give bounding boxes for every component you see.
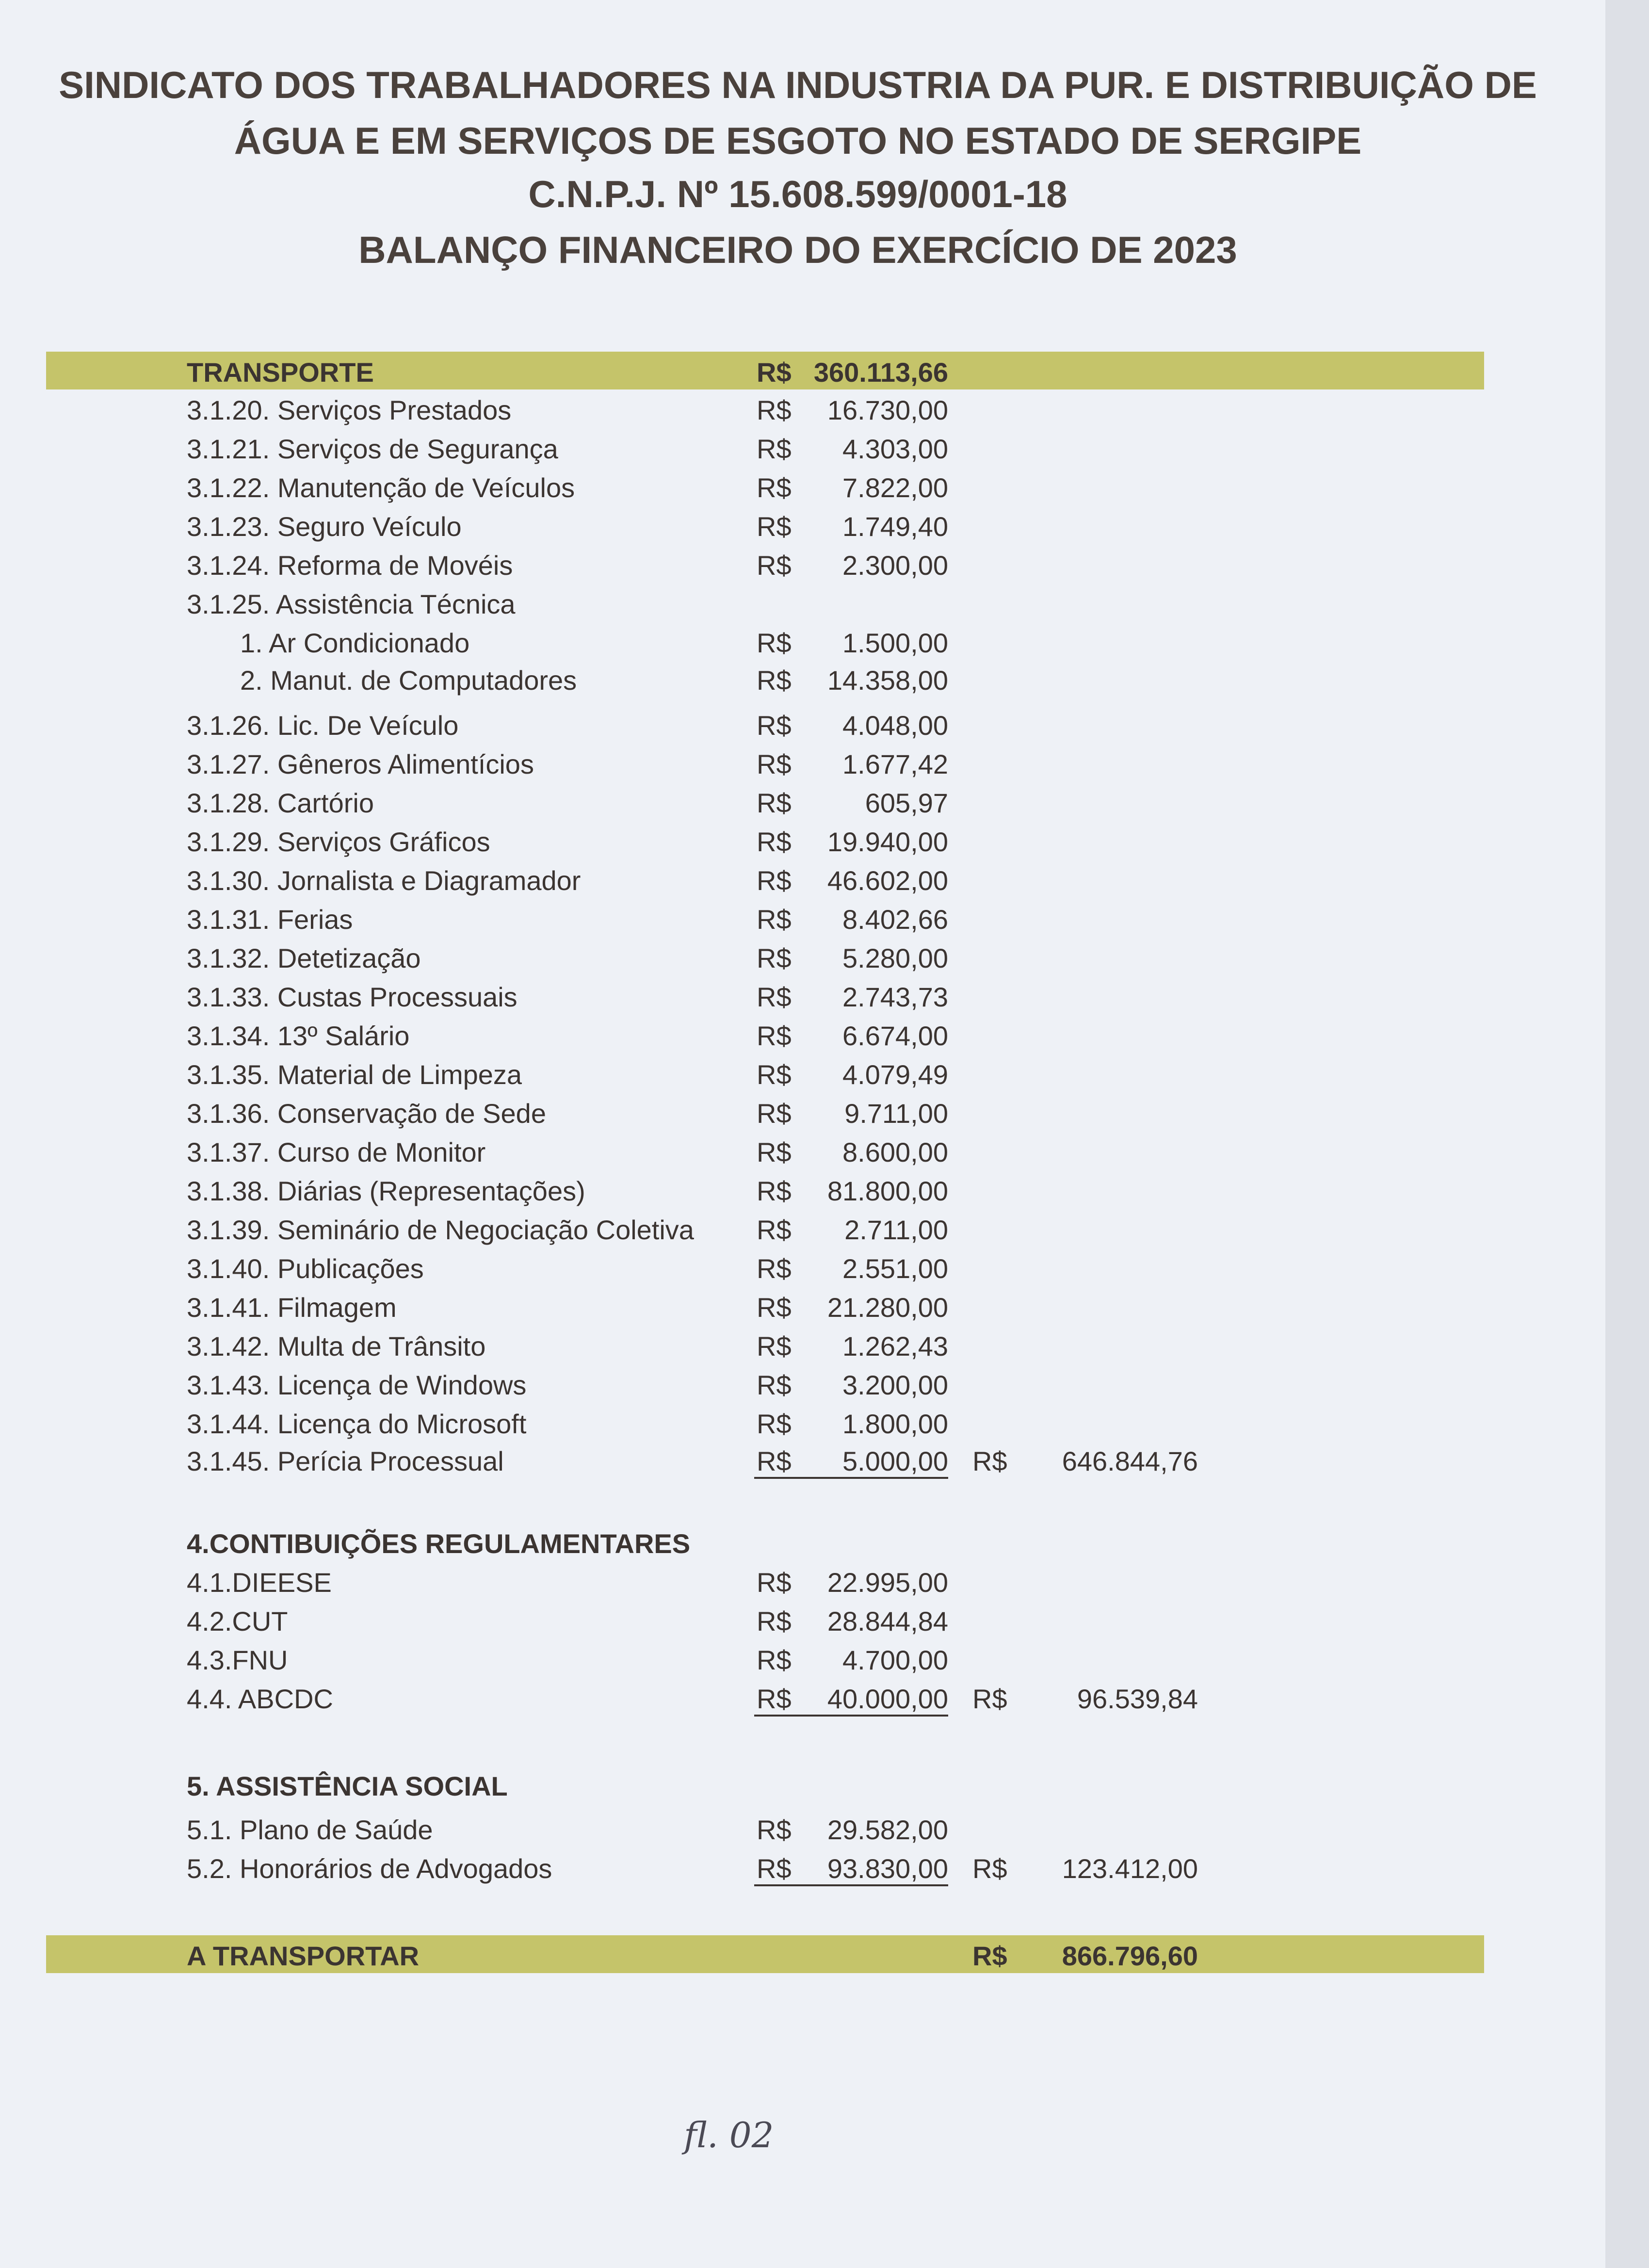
currency-symbol: R$	[757, 982, 792, 1012]
currency-symbol: R$	[757, 1021, 792, 1051]
item-label: 3.1.41. Filmagem	[187, 1292, 397, 1323]
currency-symbol: R$	[757, 1215, 792, 1245]
item-value: 93.830,00	[827, 1853, 948, 1884]
currency-symbol: R$	[757, 904, 792, 935]
item-value: 29.582,00	[827, 1814, 948, 1845]
currency-symbol: R$	[757, 1098, 792, 1129]
item-value: 1.262,43	[842, 1331, 948, 1361]
currency-symbol: R$	[757, 710, 792, 741]
currency-symbol: R$	[757, 1684, 792, 1714]
handwritten-page-number: fl. 02	[684, 2115, 774, 2155]
currency-symbol: R$	[757, 788, 792, 818]
currency-symbol: R$	[757, 1567, 792, 1598]
item-value: 28.844,84	[827, 1606, 948, 1636]
item-label: 3.1.20. Serviços Prestados	[187, 395, 512, 425]
item-label: 3.1.25. Assistência Técnica	[187, 589, 516, 619]
item-value: 46.602,00	[827, 865, 948, 896]
currency-symbol: R$	[757, 943, 792, 973]
currency-symbol: R$	[757, 749, 792, 779]
currency-symbol: R$	[972, 1853, 1007, 1884]
currency-symbol: R$	[757, 1409, 792, 1439]
item-label: 3.1.33. Custas Processuais	[187, 982, 517, 1012]
header-title: BALANÇO FINANCEIRO DO EXERCÍCIO DE 2023	[358, 228, 1237, 271]
item-value: 22.995,00	[827, 1567, 948, 1598]
item-value: 8.402,66	[842, 904, 948, 935]
header-line-2: ÁGUA E EM SERVIÇOS DE ESGOTO NO ESTADO DE SERGIPE	[234, 119, 1362, 162]
item-value: 7.822,00	[842, 472, 948, 503]
item-value: 2.300,00	[842, 550, 948, 581]
item-value: 14.358,00	[827, 665, 948, 696]
page-edge	[1605, 0, 1649, 2268]
currency-symbol: R$	[757, 1853, 792, 1884]
item-value: 4.700,00	[842, 1645, 948, 1675]
currency-symbol: R$	[972, 1684, 1007, 1714]
item-label: 3.1.32. Detetização	[187, 943, 421, 973]
a-transportar-value: 866.796,60	[1062, 1941, 1198, 1971]
currency-symbol: R$	[757, 1059, 792, 1090]
currency-symbol: R$	[757, 434, 792, 464]
item-label: 3.1.40. Publicações	[187, 1253, 424, 1284]
item-label: 3.1.21. Serviços de Segurança	[187, 434, 558, 464]
currency-symbol: R$	[757, 1292, 792, 1323]
item-label: 4.4. ABCDC	[187, 1684, 333, 1714]
item-label: 5.1. Plano de Saúde	[187, 1814, 433, 1845]
item-label: 3.1.36. Conservação de Sede	[187, 1098, 546, 1129]
item-value: 16.730,00	[827, 395, 948, 425]
item-label: 3.1.38. Diárias (Representações)	[187, 1176, 585, 1206]
item-value: 40.000,00	[827, 1684, 948, 1714]
header-line-1: SINDICATO DOS TRABALHADORES NA INDUSTRIA DA PUR. E DISTRIBUIÇÃO DE	[59, 64, 1537, 106]
currency-symbol: R$	[757, 1253, 792, 1284]
item-value: 4.303,00	[842, 434, 948, 464]
currency-symbol: R$	[972, 1446, 1007, 1476]
item-value: 9.711,00	[844, 1098, 948, 1129]
item-value: 4.048,00	[842, 710, 948, 741]
currency-symbol: R$	[757, 865, 792, 896]
currency-symbol: R$	[757, 511, 792, 542]
currency-symbol: R$	[757, 1814, 792, 1845]
item-value: 1.749,40	[842, 511, 948, 542]
item-value: 2.711,00	[844, 1215, 948, 1245]
transporte-value: 360.113,66	[813, 357, 948, 388]
section-5-total: 123.412,00	[1062, 1853, 1198, 1884]
underline	[754, 1715, 948, 1717]
currency-symbol: R$	[757, 1370, 792, 1400]
header-cnpj: C.N.P.J. Nº 15.608.599/0001-18	[528, 173, 1067, 215]
currency-symbol: R$	[972, 1941, 1007, 1971]
a-transportar-label: A TRANSPORTAR	[187, 1941, 420, 1971]
currency-symbol: R$	[757, 1446, 792, 1476]
item-value: 2.743,73	[842, 982, 948, 1012]
section-3-total: 646.844,76	[1062, 1446, 1198, 1476]
item-label: 3.1.28. Cartório	[187, 788, 374, 818]
item-label: 4.3.FNU	[187, 1645, 288, 1675]
currency-symbol: R$	[757, 628, 792, 658]
sub-item-label: 2. Manut. de Computadores	[240, 665, 577, 696]
currency-symbol: R$	[757, 357, 792, 388]
item-value: 605,97	[865, 788, 948, 818]
item-label: 3.1.39. Seminário de Negociação Coletiva	[187, 1215, 694, 1245]
currency-symbol: R$	[757, 550, 792, 581]
section-5-title: 5. ASSISTÊNCIA SOCIAL	[187, 1771, 508, 1801]
currency-symbol: R$	[757, 472, 792, 503]
item-value: 8.600,00	[842, 1137, 948, 1167]
item-label: 3.1.22. Manutenção de Veículos	[187, 472, 575, 503]
section-4-title: 4.CONTIBUIÇÕES REGULAMENTARES	[187, 1528, 691, 1559]
item-value: 2.551,00	[842, 1253, 948, 1284]
item-label: 5.2. Honorários de Advogados	[187, 1853, 552, 1884]
item-value: 21.280,00	[827, 1292, 948, 1323]
item-label: 3.1.23. Seguro Veículo	[187, 511, 462, 542]
item-label: 4.1.DIEESE	[187, 1567, 332, 1598]
item-value: 1.800,00	[842, 1409, 948, 1439]
currency-symbol: R$	[757, 395, 792, 425]
item-value: 81.800,00	[827, 1176, 948, 1206]
item-label: 3.1.30. Jornalista e Diagramador	[187, 865, 581, 896]
currency-symbol: R$	[757, 665, 792, 696]
item-value: 6.674,00	[842, 1021, 948, 1051]
item-label: 4.2.CUT	[187, 1606, 288, 1636]
item-label: 3.1.43. Licença de Windows	[187, 1370, 527, 1400]
currency-symbol: R$	[757, 1176, 792, 1206]
item-value: 5.000,00	[842, 1446, 948, 1476]
currency-symbol: R$	[757, 1331, 792, 1361]
underline	[754, 1477, 948, 1479]
item-label: 3.1.27. Gêneros Alimentícios	[187, 749, 534, 779]
item-label: 3.1.26. Lic. De Veículo	[187, 710, 459, 741]
underline	[754, 1884, 948, 1886]
sub-item-label: 1. Ar Condicionado	[240, 628, 470, 658]
item-label: 3.1.35. Material de Limpeza	[187, 1059, 522, 1090]
item-label: 3.1.29. Serviços Gráficos	[187, 826, 490, 857]
item-value: 4.079,49	[842, 1059, 948, 1090]
item-value: 1.500,00	[842, 628, 948, 658]
item-label: 3.1.31. Ferias	[187, 904, 353, 935]
item-value: 19.940,00	[827, 826, 948, 857]
currency-symbol: R$	[757, 826, 792, 857]
item-label: 3.1.37. Curso de Monitor	[187, 1137, 486, 1167]
item-label: 3.1.34. 13º Salário	[187, 1021, 410, 1051]
item-value: 5.280,00	[842, 943, 948, 973]
item-label: 3.1.45. Perícia Processual	[187, 1446, 504, 1476]
item-label: 3.1.42. Multa de Trânsito	[187, 1331, 486, 1361]
item-value: 3.200,00	[842, 1370, 948, 1400]
currency-symbol: R$	[757, 1645, 792, 1675]
item-label: 3.1.44. Licença do Microsoft	[187, 1409, 527, 1439]
item-label: 3.1.24. Reforma de Movéis	[187, 550, 513, 581]
section-4-total: 96.539,84	[1077, 1684, 1198, 1714]
currency-symbol: R$	[757, 1137, 792, 1167]
currency-symbol: R$	[757, 1606, 792, 1636]
transporte-label: TRANSPORTE	[187, 357, 374, 388]
item-value: 1.677,42	[842, 749, 948, 779]
